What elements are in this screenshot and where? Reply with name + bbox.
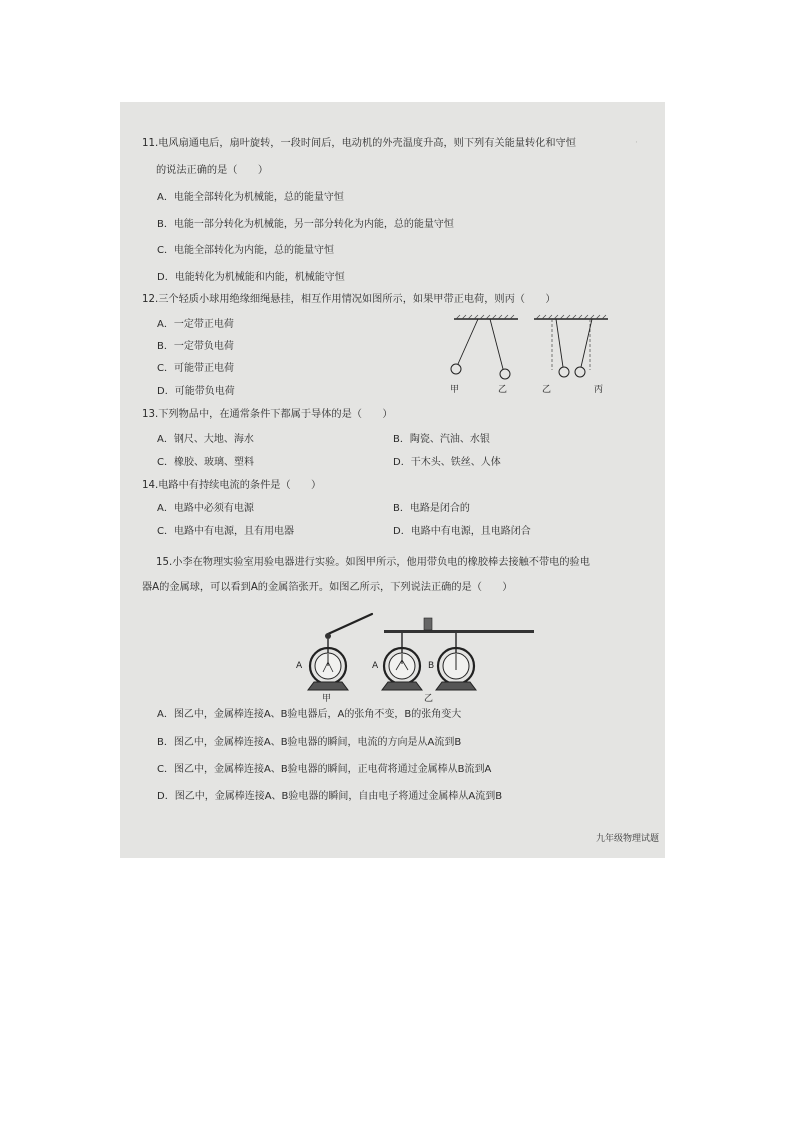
q15-option-d: D．图乙中，金属棒连接A、B验电器的瞬间，自由电子将通过金属棒从A流到B [157,791,503,802]
q15-stem-line1: 15.小李在物理实验室用验电器进行实验。如图甲所示，他用带负电的橡胶棒去接触不带电的验电 [156,557,590,568]
q13-stem: 13.下列物品中，在通常条件下都属于导体的是（ ） [142,409,393,420]
q14-stem: 14.电路中有持续电流的条件是（ ） [142,480,322,491]
label-a-yi: A [372,661,379,671]
q15-option-b: B．图乙中，金属棒连接A、B验电器的瞬间，电流的方向是从A流到B [157,737,462,748]
q14-option-d: D．电路中有电源，且电路闭合 [393,526,531,537]
label-bing: 丙 [594,385,604,395]
q15-stem-line2: 器A的金属球，可以看到A的金属箔张开。如图乙所示，下列说法正确的是（ ） [142,582,513,593]
q11-option-b: B．电能一部分转化为机械能，另一部分转化为内能，总的能量守恒 [157,219,454,230]
q11-stem-line1: 11.电风扇通电后，扇叶旋转，一段时间后，电动机的外壳温度升高，则下列有关能量转化和守恒 [142,138,576,149]
q14-option-c: C．电路中有电源，且有用电器 [157,526,294,537]
q15-option-c: C．图乙中，金属棒连接A、B验电器的瞬间，正电荷将通过金属棒从B流到A [157,764,492,775]
q15-electroscope-figure [292,604,572,702]
q13-option-a: A．钢尺、大地、海水 [157,434,254,445]
ball-jia [451,364,461,374]
q13-option-d: D．干木头、铁丝、人体 [393,457,501,468]
q12-pendulum-figure [450,314,620,396]
q11-option-a: A．电能全部转化为机械能，总的能量守恒 [157,192,344,203]
q12-option-a: A．一定带正电荷 [157,319,234,330]
label-yi-right: 乙 [542,385,552,395]
exam-page-photo [120,102,665,858]
q13-option-c: C．橡胶、玻璃、塑料 [157,457,254,468]
q13-option-b: B．陶瓷、汽油、水银 [393,434,490,445]
ball-yi-left [500,369,510,379]
label-jia-fig: 甲 [322,694,332,704]
q12-stem: 12.三个轻质小球用绝缘细绳悬挂，相互作用情况如图所示，如果甲带正电荷，则丙（ ） [142,294,556,305]
page-footer: 九年级物理试题 [595,834,659,844]
label-jia: 甲 [450,385,460,395]
q15-option-a: A．图乙中，金属棒连接A、B验电器后，A的张角不变，B的张角变大 [157,709,462,720]
bleed-through-mark: · [635,138,638,148]
ball-yi-right [559,367,569,377]
q14-option-a: A．电路中必须有电源 [157,503,254,514]
q12-option-d: D．可能带负电荷 [157,386,235,397]
label-a-jia: A [296,661,303,671]
q11-option-c: C．电能全部转化为内能，总的能量守恒 [157,245,334,256]
q11-stem-line2: 的说法正确的是（ ） [156,165,269,176]
label-b-yi: B [428,661,435,671]
ball-bing [575,367,585,377]
label-yi-fig: 乙 [424,694,434,704]
q14-option-b: B．电路是闭合的 [393,503,470,514]
q12-option-c: C．可能带正电荷 [157,363,234,374]
q12-option-b: B．一定带负电荷 [157,341,234,352]
label-yi-left: 乙 [498,385,508,395]
q11-option-d: D．电能转化为机械能和内能，机械能守恒 [157,272,345,283]
